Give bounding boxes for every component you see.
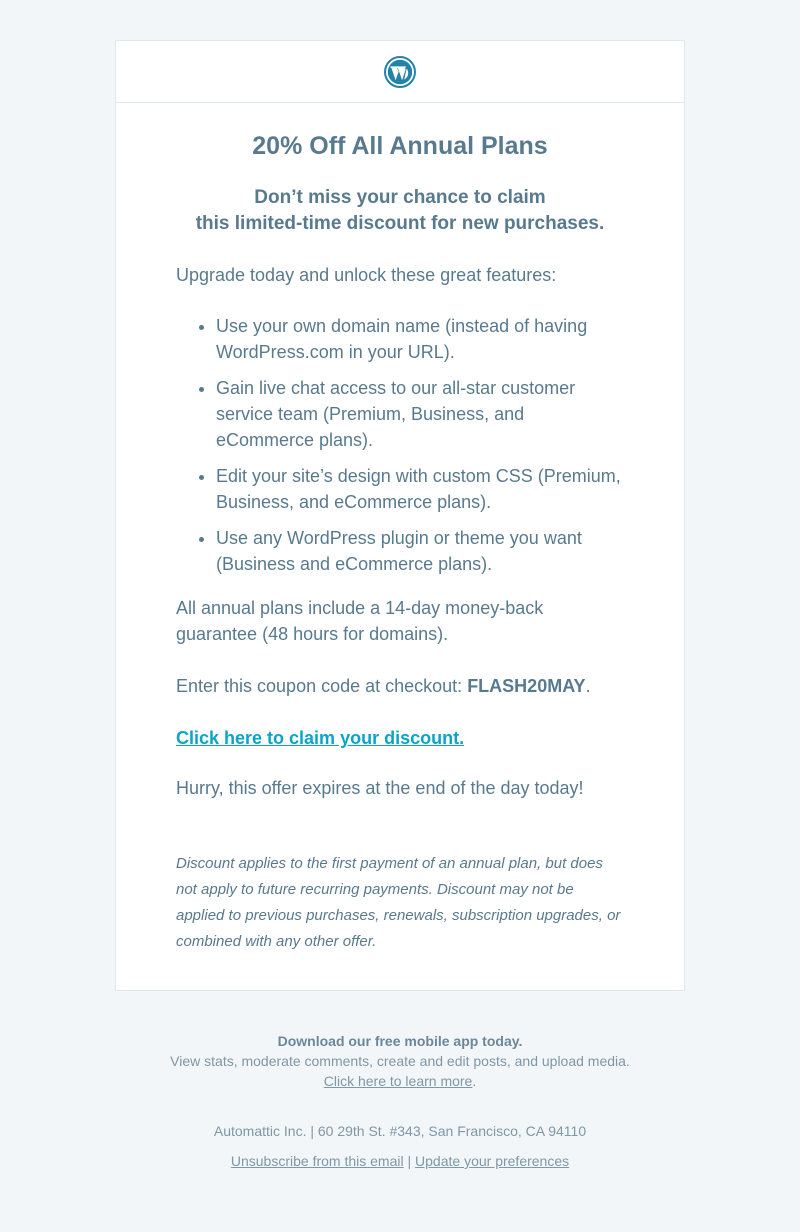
feature-list — [176, 313, 624, 577]
coupon-prefix: Enter this coupon code at checkout: — [176, 676, 468, 696]
footer-links — [0, 1151, 800, 1171]
app-description: View stats, moderate comments, create and edit posts, and upload media. — [170, 1053, 630, 1069]
unsubscribe-link[interactable]: Unsubscribe from this email — [230, 1153, 404, 1169]
coupon-suffix: . — [585, 676, 591, 696]
list-item: • Edit your site’s design with custom CSS (Premium, Business, and eCommerce plans). — [216, 463, 624, 515]
subtitle-line-2: this limited-time discount for new purchases. — [195, 213, 605, 234]
hurry-text: Hurry, this offer expires at the end of the day today! — [176, 778, 584, 798]
learn-more-link[interactable]: Click here to learn more — [323, 1073, 473, 1089]
claim-discount-link[interactable]: Click here to claim your discount. — [176, 728, 465, 748]
app-heading: Download our free mobile app today. — [277, 1033, 523, 1049]
subtitle-line-1: Don’t miss your chance to claim — [254, 187, 546, 208]
company-address: Automattic Inc. | 60 29th St. #343, San Francisco, CA 94110 — [213, 1123, 587, 1139]
disclaimer-text: Discount applies to the first payment of an annual plan, but does not apply to future recurring payments. Discount may not be applied to previous purchases, renewals, subscription upgrades, or combined with any other offer. — [176, 855, 621, 950]
list-item: • Use your own domain name (instead of having WordPress.com in your URL). — [216, 313, 624, 365]
guarantee-text: All annual plans include a 14-day money-back guarantee (48 hours for domains). — [176, 598, 544, 644]
learn-more-suffix: . — [472, 1073, 477, 1089]
coupon-text — [176, 673, 624, 699]
email-header — [116, 41, 684, 103]
email-footer — [0, 1031, 800, 1171]
email-subtitle — [176, 185, 624, 237]
coupon-code: FLASH20MAY — [467, 676, 586, 696]
update-preferences-link[interactable]: Update your preferences — [415, 1153, 570, 1169]
footer-separator: | — [403, 1153, 416, 1169]
learn-more-line — [0, 1071, 800, 1091]
email-title: 20% Off All Annual Plans — [252, 132, 548, 160]
email-content — [116, 130, 684, 955]
email-card — [115, 40, 685, 991]
list-item: • Use any WordPress plugin or theme you want (Business and eCommerce plans). — [216, 525, 624, 577]
wordpress-logo-icon — [384, 56, 416, 88]
cta-wrapper — [176, 725, 624, 751]
intro-text: Upgrade today and unlock these great features: — [176, 265, 557, 285]
list-item: • Gain live chat access to our all-star customer service team (Premium, Business, and eCommerce plans). — [216, 375, 624, 453]
